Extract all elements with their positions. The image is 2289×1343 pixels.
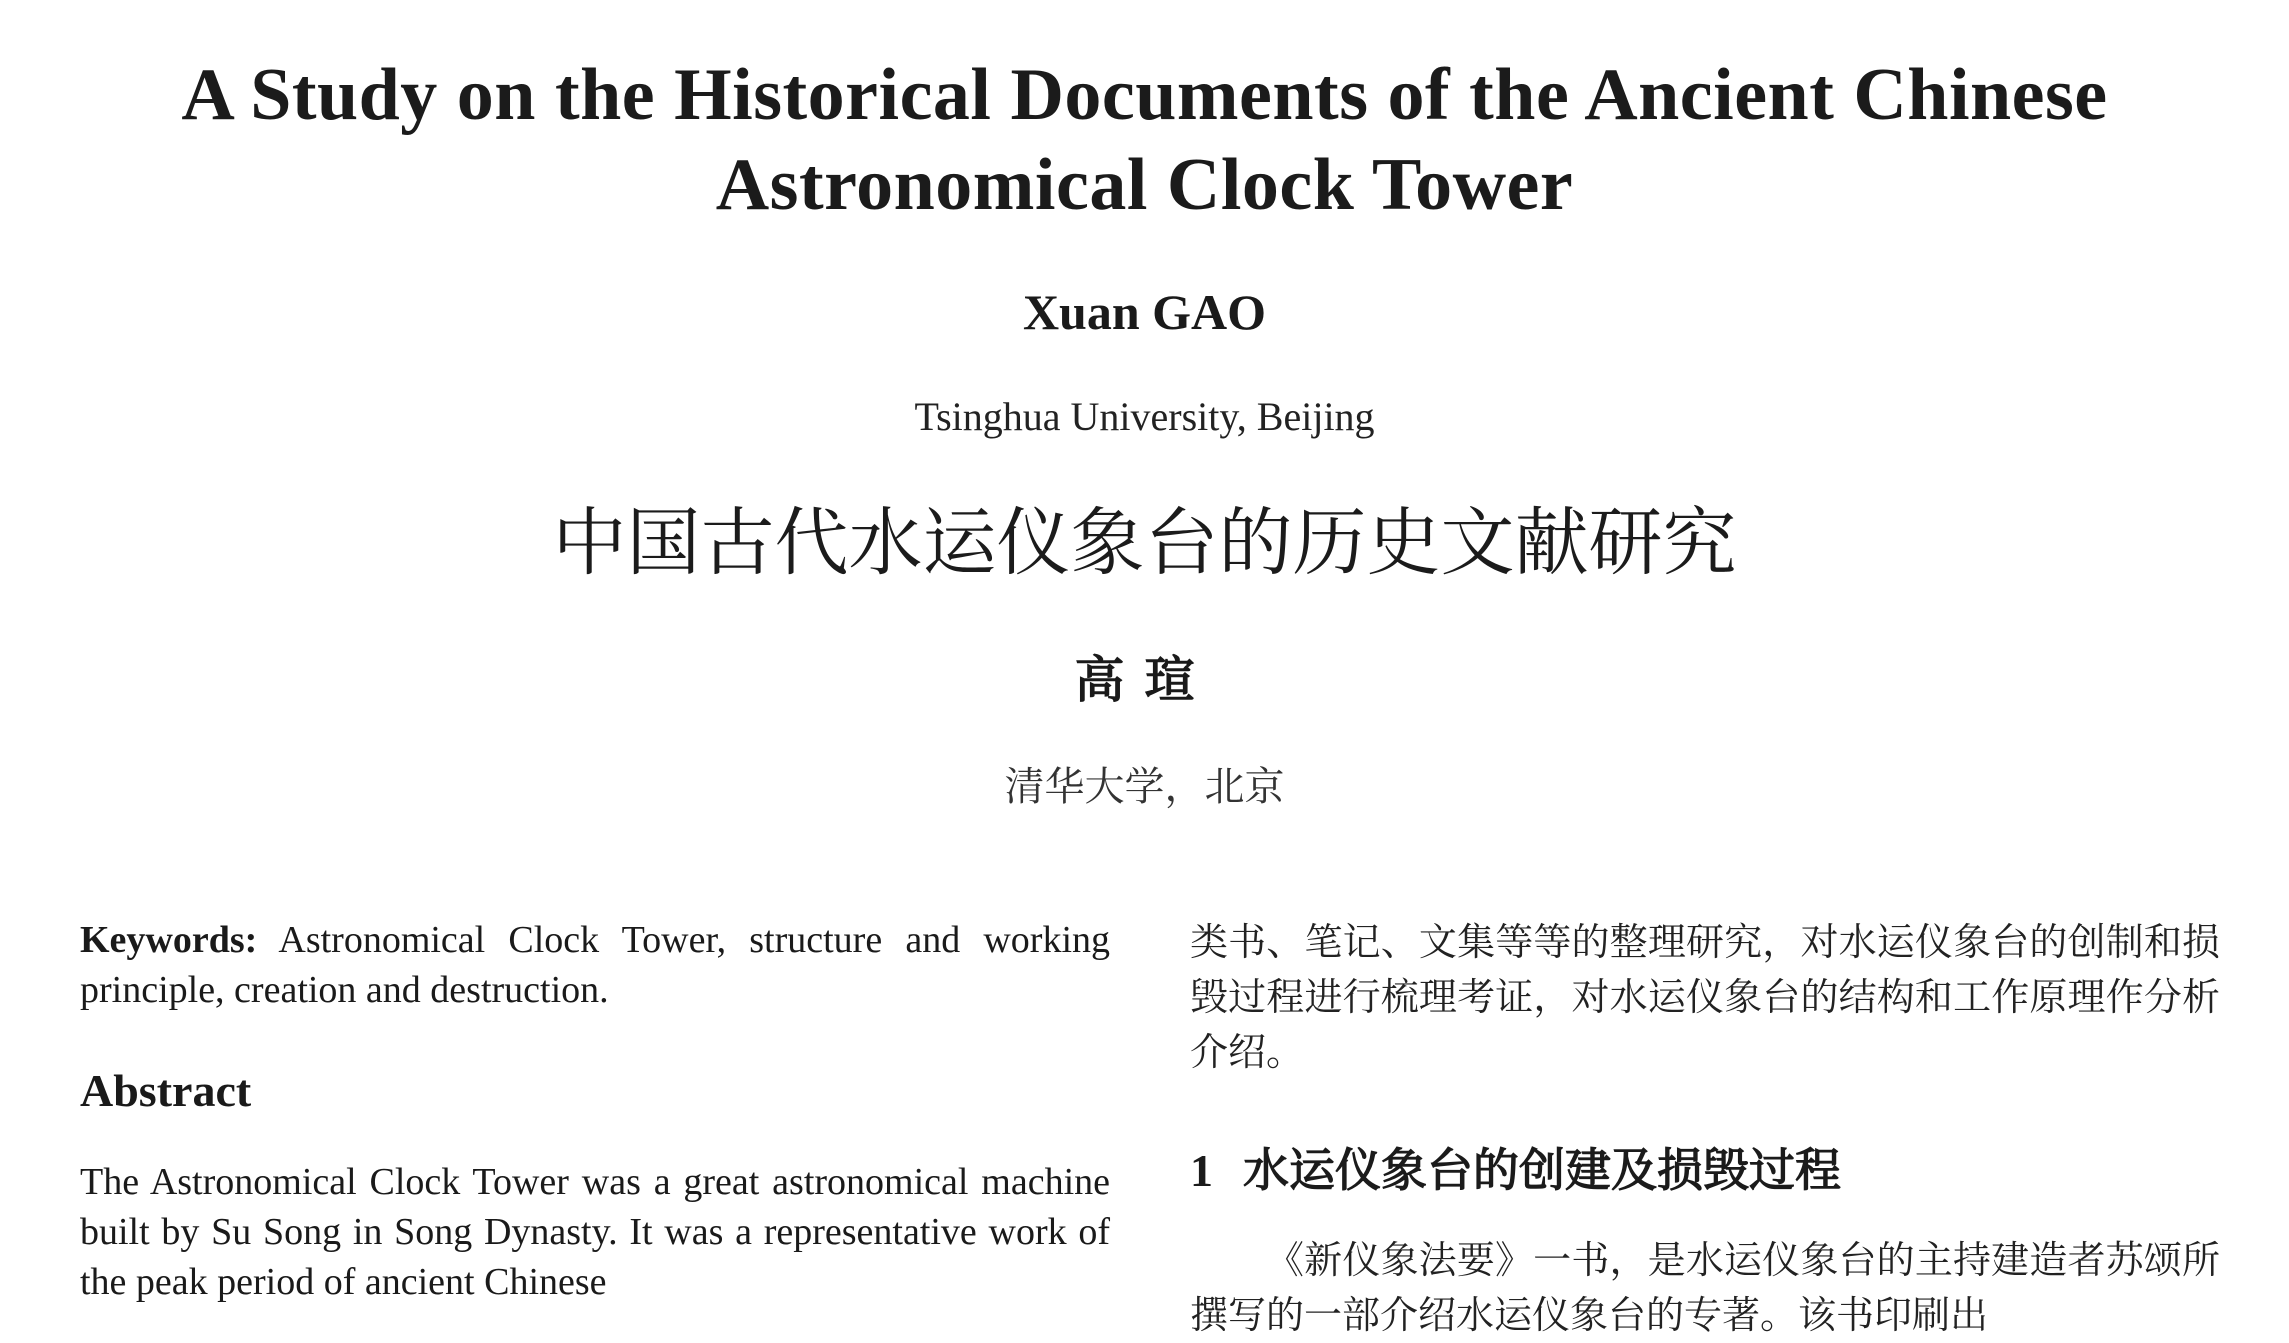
paper-title-cn: 中国古代水运仪象台的历史文献研究: [552, 500, 1737, 586]
author-name-cn: 高瑄: [1074, 651, 1215, 709]
section-1-heading: [1190, 1140, 2220, 1201]
affiliation-cn: 清华大学，北京: [1004, 764, 1285, 810]
keywords-text: Astronomical Clock Tower, structure and working principle, creation and destruction.: [80, 919, 1110, 1011]
abstract-heading: Abstract: [80, 1065, 252, 1116]
keywords-label: Keywords:: [80, 919, 258, 961]
paper-title-en-line1: A Study on the Historical Documents of the Ancient Chinese: [181, 54, 2108, 136]
paper-title-en-line2: Astronomical Clock Tower: [715, 144, 1574, 226]
paper-title-en: [0, 50, 2289, 230]
author-name-en: Xuan GAO: [1022, 284, 1267, 340]
left-column: [80, 915, 1110, 1307]
right-column: [1190, 915, 2220, 1343]
section-1-number: 1: [1190, 1145, 1213, 1196]
abstract-body: The Astronomical Clock Tower was a great astronomical machine built by Su Song in Song Dynasty. It was a representative work of the peak period of ancient Chinese: [80, 1161, 1110, 1303]
keywords-paragraph: [80, 915, 1110, 1015]
section-1-paragraph: 《新仪象法要》一书，是水运仪象台的主持建造者苏颂所撰写的一部介绍水运仪象台的专著。该书印刷出: [1190, 1238, 2220, 1337]
intro-paragraph-cn: 类书、笔记、文集等等的整理研究，对水运仪象台的创制和损毁过程进行梳理考证，对水运仪象台的结构和工作原理作分析介绍。: [1190, 920, 2220, 1074]
affiliation-en: Tsinghua University, Beijing: [914, 394, 1375, 439]
section-1-title: 水运仪象台的创建及损毁过程: [1243, 1143, 1841, 1197]
